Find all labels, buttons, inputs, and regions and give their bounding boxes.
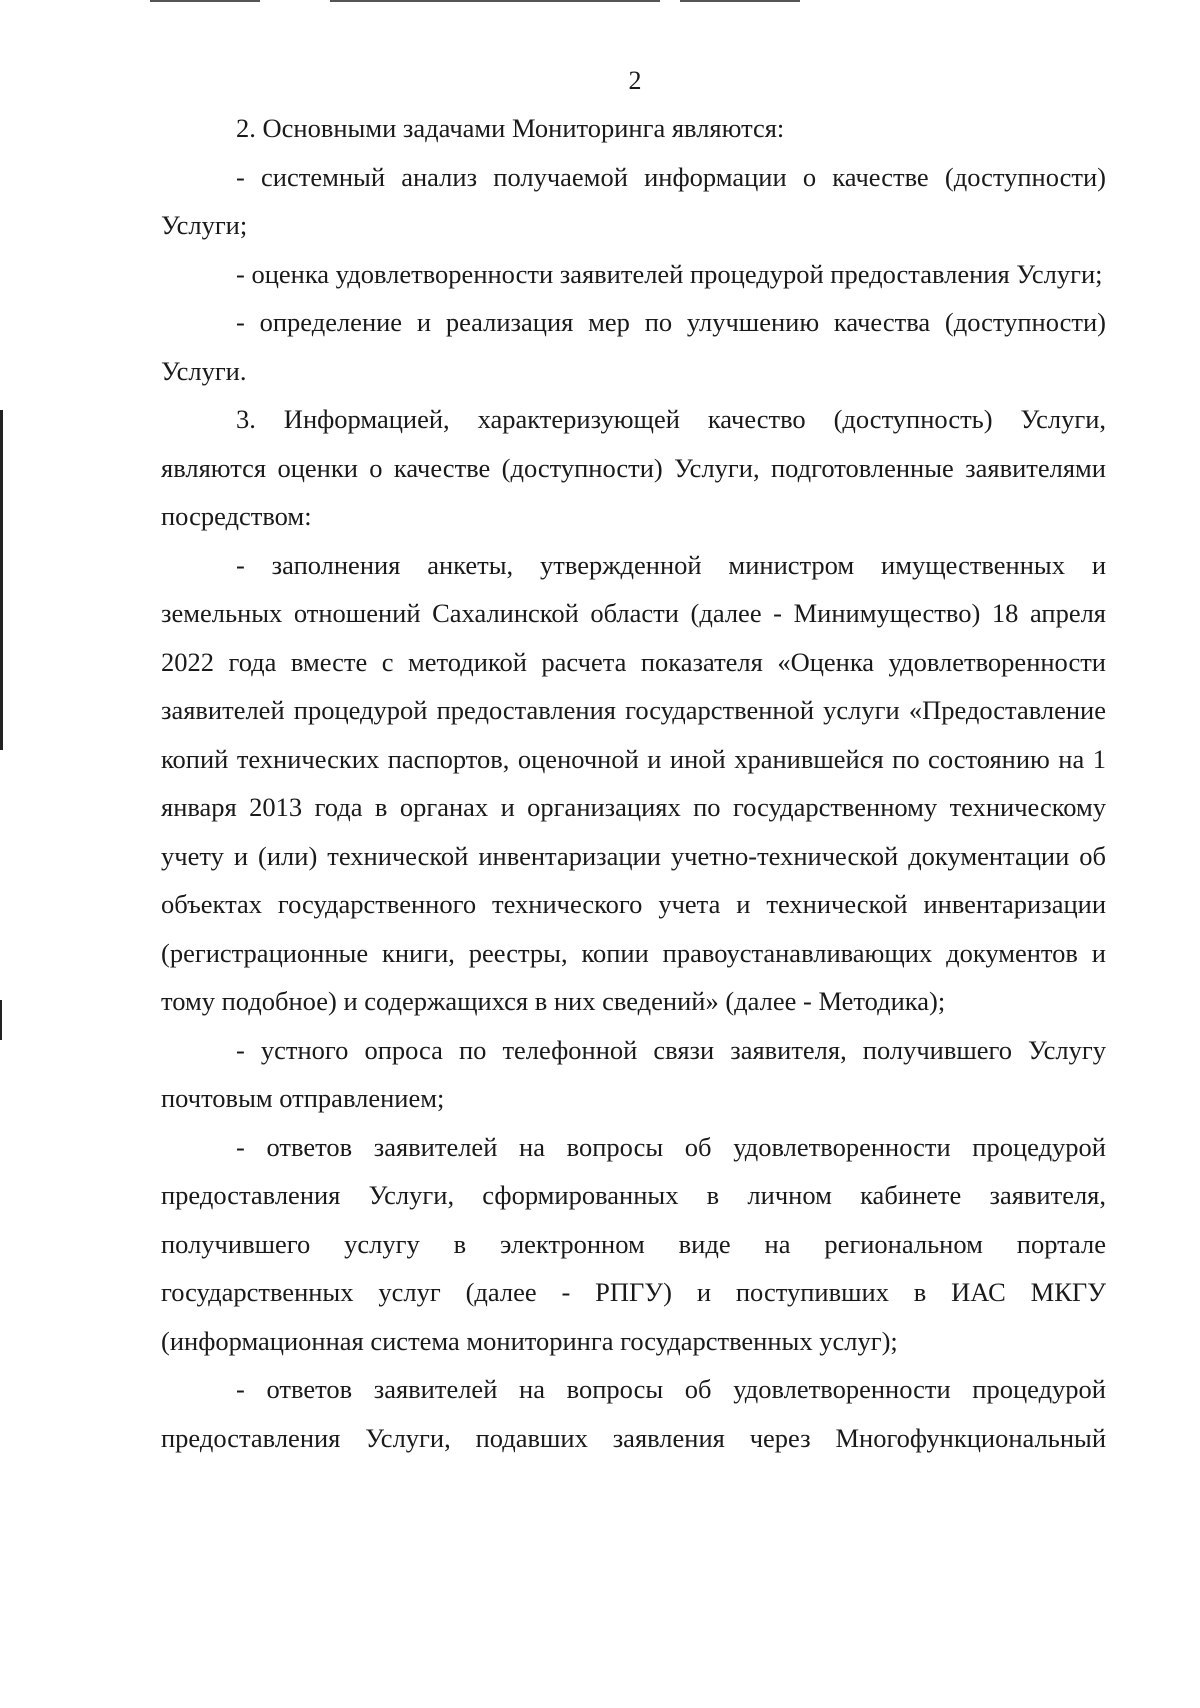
- scan-artifact-left-edge: [0, 410, 3, 750]
- list-item: - оценка удовлетворенности заявителей процедурой предоставления Услуги;: [236, 258, 1103, 289]
- paragraph: 3. Информацией, характеризующей качество (доступность) Услуги, являются оценки о качестве (доступности) Услуги, подготовленные заявителями посредством:: [161, 404, 1106, 531]
- paragraph: 2. Основными задачами Мониторинга являются:: [236, 113, 785, 143]
- list-item: - системный анализ получаемой информации о качестве (доступности) Услуги;: [161, 161, 1106, 240]
- list-item: - заполнения анкеты, утвержденной министром имущественных и земельных отношений Сахалинской области (далее - Минимущество) 18 апреля 2022 года вместе с методикой расчета показателя «Оценка удовлетворенности заявителей процедурой предоставления государственной услуги «Предоставление копий технических паспортов, оценочной и иной хранившейся по состоянию на 1 января 2013 года в органах и организациях по государственному техническому учету и (или) технической инвентаризации учетно-технической документации об объектах государственного технического учета и технической инвентаризации (регистрационные книги, реестры, копии правоустанавливающих документов и тому подобное) и содержащихся в них сведений» (далее - Методика);: [161, 549, 1106, 1016]
- list-item: - устного опроса по телефонной связи заявителя, получившего Услугу почтовым отправлением;: [161, 1034, 1106, 1113]
- document-body: [161, 104, 1106, 1462]
- list-item: - определение и реализация мер по улучшению качества (доступности) Услуги.: [161, 307, 1106, 386]
- scan-artifact-left-edge: [0, 1000, 2, 1040]
- list-item: - ответов заявителей на вопросы об удовлетворенности процедурой предоставления Услуги, подавших заявления через Многофункциональный: [161, 1374, 1106, 1453]
- page-number: 2: [628, 66, 642, 95]
- scan-artifact-top-line: [150, 0, 260, 2]
- scan-artifact-top-line: [330, 0, 660, 2]
- scan-artifact-top-line: [680, 0, 800, 2]
- list-item: - ответов заявителей на вопросы об удовлетворенности процедурой предоставления Услуги, сформированных в личном кабинете заявителя, получившего услугу в электронном виде на региональном портале государственных услуг (далее - РПГУ) и поступивших в ИАС МКГУ (информационная система мониторинга государственных услуг);: [161, 1131, 1106, 1356]
